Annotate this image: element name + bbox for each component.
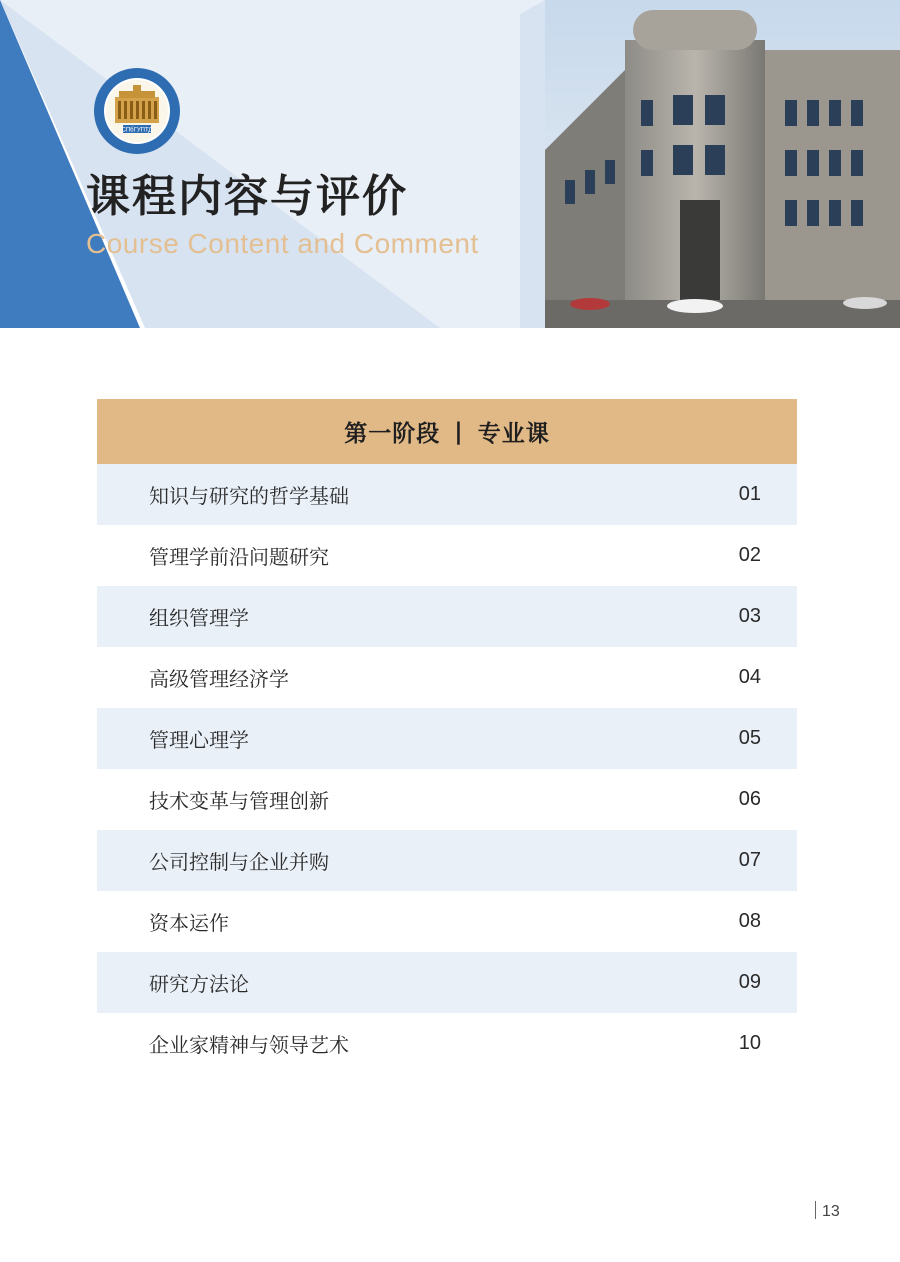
course-number: 05 — [738, 727, 761, 749]
table-row — [97, 952, 797, 1013]
category-label: 专业课 — [477, 421, 550, 447]
header-separator: | — [454, 418, 464, 445]
course-number: 10 — [738, 1032, 761, 1054]
table-row — [97, 647, 797, 708]
course-name: 资本运作 — [149, 911, 229, 935]
table-row — [97, 891, 797, 952]
course-number: 08 — [738, 910, 761, 932]
course-number: 01 — [738, 483, 761, 505]
course-number: 06 — [738, 788, 761, 810]
table-row — [97, 1013, 797, 1074]
page-title: 课程内容与评价 — [86, 171, 408, 222]
stage-label: 第一阶段 — [344, 421, 441, 447]
course-name: 组织管理学 — [149, 606, 249, 630]
course-number: 07 — [738, 849, 761, 871]
course-name: 企业家精神与领导艺术 — [149, 1033, 349, 1057]
university-logo — [93, 67, 181, 155]
course-number: 03 — [738, 605, 761, 627]
page-subtitle: Course Content and Comment — [86, 228, 479, 259]
table-row — [97, 464, 797, 525]
course-table — [97, 399, 797, 1074]
course-name: 公司控制与企业并购 — [149, 850, 329, 874]
course-number: 02 — [738, 544, 761, 566]
page-number-value: 13 — [822, 1203, 840, 1220]
course-number: 04 — [738, 666, 761, 688]
table-row — [97, 586, 797, 647]
table-row — [97, 769, 797, 830]
course-name: 管理学前沿问题研究 — [149, 545, 329, 569]
page-number-divider — [815, 1201, 816, 1219]
course-list — [97, 464, 797, 1074]
page-header — [0, 0, 900, 328]
building-photo — [545, 0, 900, 328]
table-row — [97, 830, 797, 891]
course-name: 研究方法论 — [149, 972, 249, 996]
course-name: 知识与研究的哲学基础 — [149, 484, 349, 508]
table-header — [97, 399, 797, 464]
course-name: 技术变革与管理创新 — [149, 789, 329, 813]
course-number: 09 — [738, 971, 761, 993]
course-name: 管理心理学 — [149, 728, 249, 752]
svg-text:СПбГУПТД: СПбГУПТД — [121, 127, 153, 134]
table-row — [97, 525, 797, 586]
course-name: 高级管理经济学 — [149, 667, 289, 691]
table-row — [97, 708, 797, 769]
page-number — [815, 1201, 840, 1221]
